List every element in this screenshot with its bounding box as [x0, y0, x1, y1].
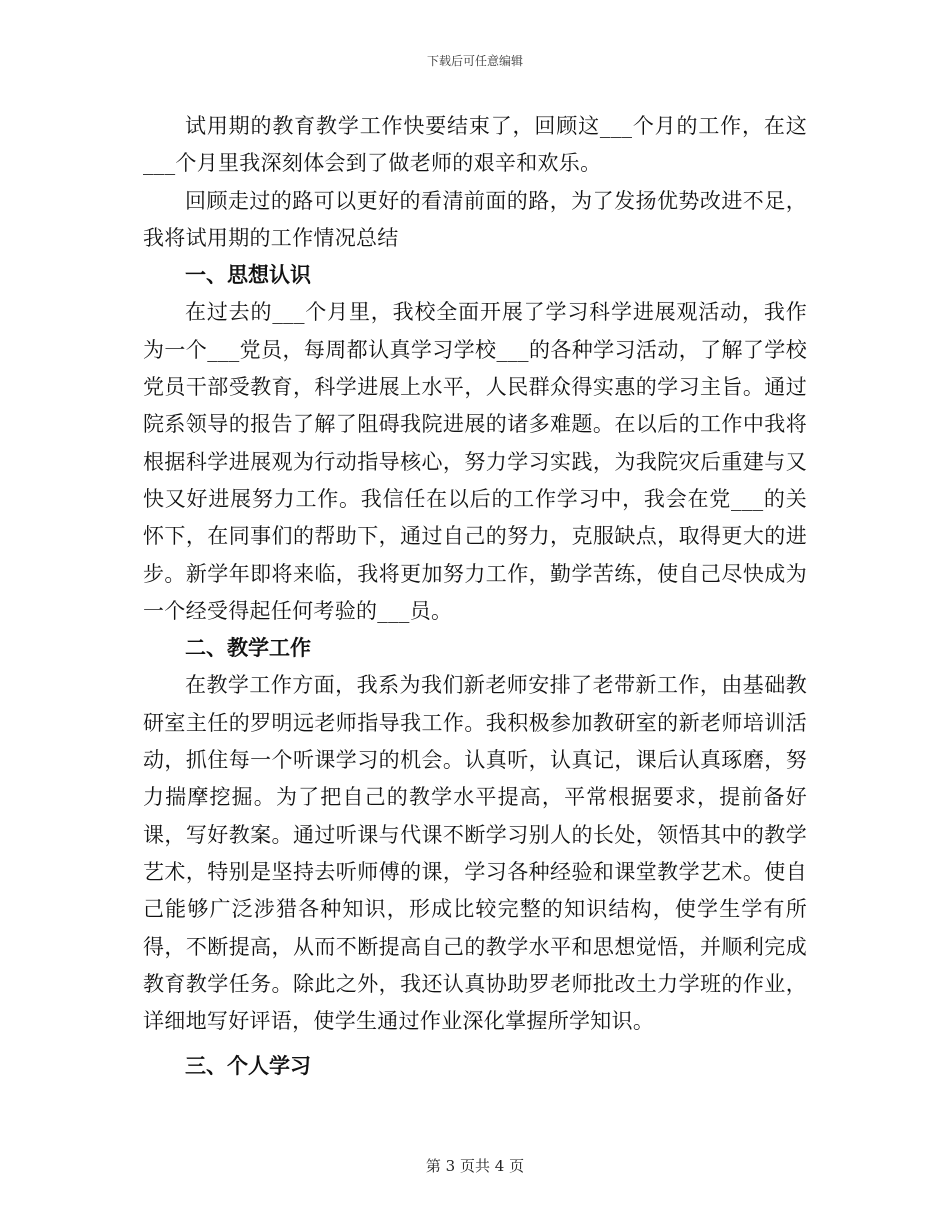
section-3-heading: 三、个人学习 — [185, 1054, 311, 1079]
document-body — [143, 108, 807, 1086]
page-header-note: 下载后可任意编辑 — [426, 54, 523, 68]
section-1-paragraph: 在过去的___个月里，我校全面开展了学习科学进展观活动，我作为一个___党员，每周都认真学习学校___的各种学习活动，了解了学校党员干部受教育，科学进展上水平，人民群众得实惠的学习主旨。通过院系领导的报告了解了阻碍我院进展的诸多难题。在以后的工作中我将根据科学进展观为行动指导核心，努力学习实践，为我院灾后重建与又快又好进展努力工作。我信任在以后的工作学习中，我会在党___的关怀下，在同事们的帮助下，通过自己的努力，克服缺点，取得更大的进步。新学年即将来临，我将更加努力工作，勤学苦练，使自己尽快成为一个经受得起任何考验的___员。 — [143, 300, 807, 623]
section-1-heading: 一、思想认识 — [185, 263, 311, 288]
section-2-paragraph: 在教学工作方面，我系为我们新老师安排了老带新工作，由基础教研室主任的罗明远老师指导我工作。我积极参加教研室的新老师培训活动，抓住每一个听课学习的机会。认真听，认真记，课后认真琢磨，努力揣摩挖掘。为了把自己的教学水平提高，平常根据要求，提前备好课，写好教案。通过听课与代课不断学习别人的长处，领悟其中的教学艺术，特别是坚持去听师傅的课，学习各种经验和课堂教学艺术。使自己能够广泛涉猎各种知识，形成比较完整的知识结构，使学生学有所得，不断提高，从而不断提高自己的教学水平和思想觉悟，并顺利完成教育教学任务。除此之外，我还认真协助罗老师批改土力学班的作业，详细地写好评语，使学生通过作业深化掌握所学知识。 — [143, 673, 807, 1034]
page-number: 第 3 页共 4 页 — [425, 1157, 525, 1175]
section-2-heading: 二、教学工作 — [185, 636, 311, 661]
intro-paragraph-2: 回顾走过的路可以更好的看清前面的路，为了发扬优势改进不足，我将试用期的工作情况总结 — [143, 188, 807, 250]
intro-paragraph-1: 试用期的教育教学工作快要结束了，回顾这___个月的工作，在这___个月里我深刻体会到了做老师的艰辛和欢乐。 — [143, 114, 807, 176]
